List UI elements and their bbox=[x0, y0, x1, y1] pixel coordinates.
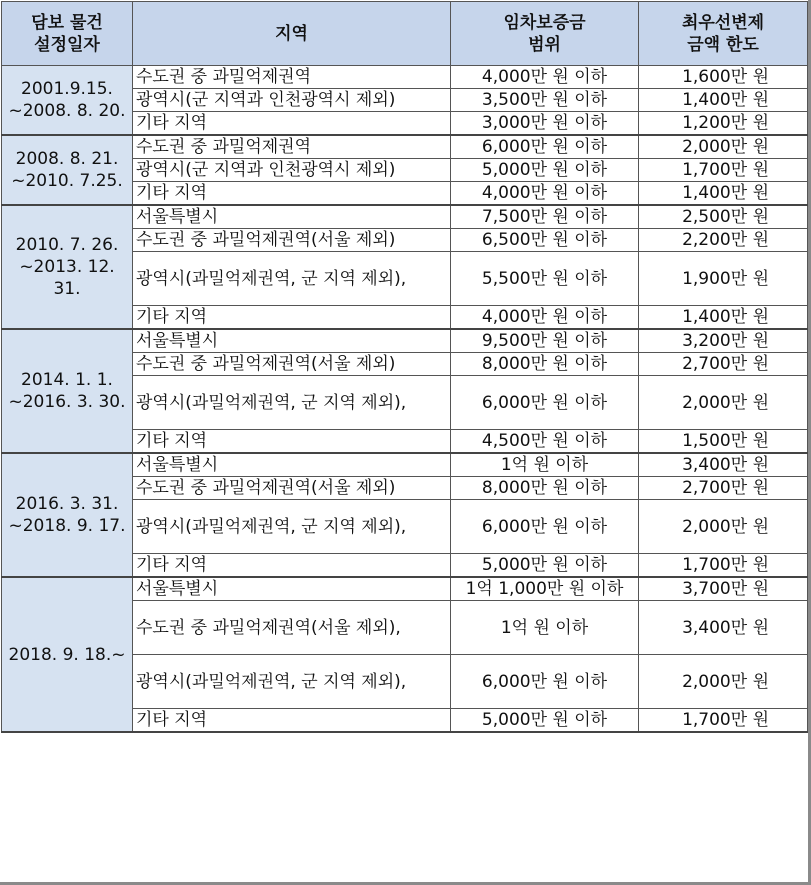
date-line: 2016. 3. 31. bbox=[15, 494, 119, 514]
limit-cell: 1,700만 원 bbox=[639, 709, 808, 733]
deposit-cell: 1억 원 이하 bbox=[451, 453, 639, 477]
limit-cell: 3,400만 원 bbox=[639, 601, 808, 655]
region-cell: 서울특별시 bbox=[133, 577, 451, 601]
region-cell: 서울특별시 bbox=[133, 329, 451, 353]
table-row bbox=[2, 453, 808, 477]
region-cell: 수도권 중 과밀억제권역 bbox=[133, 66, 451, 89]
deposit-cell: 7,500만 원 이하 bbox=[451, 205, 639, 229]
header-date-line1: 담보 물건 bbox=[31, 12, 103, 33]
region-cell: 광역시(과밀억제권역, 군 지역 제외), bbox=[133, 655, 451, 709]
deposit-cell: 5,000만 원 이하 bbox=[451, 159, 639, 182]
limit-cell: 1,700만 원 bbox=[639, 159, 808, 182]
deposit-cell: 9,500만 원 이하 bbox=[451, 329, 639, 353]
date-cell bbox=[2, 205, 133, 329]
header-row bbox=[2, 2, 808, 66]
date-line: 2018. 9. 18.~ bbox=[8, 644, 126, 665]
limit-cell: 3,700만 원 bbox=[639, 577, 808, 601]
table-row bbox=[2, 205, 808, 229]
header-limit bbox=[639, 2, 808, 66]
date-cell bbox=[2, 329, 133, 453]
limit-cell: 1,600만 원 bbox=[639, 66, 808, 89]
deposit-cell: 4,000만 원 이하 bbox=[451, 66, 639, 89]
deposit-cell: 4,000만 원 이하 bbox=[451, 306, 639, 330]
date-line: ~2016. 3. 30. bbox=[8, 392, 126, 412]
table-row bbox=[2, 66, 808, 89]
table-row bbox=[2, 329, 808, 353]
deposit-cell: 8,000만 원 이하 bbox=[451, 477, 639, 500]
deposit-cell: 5,500만 원 이하 bbox=[451, 252, 639, 306]
header-deposit-line2: 범위 bbox=[528, 34, 561, 55]
limit-cell: 1,900만 원 bbox=[639, 252, 808, 306]
date-line: 2014. 1. 1. bbox=[21, 370, 113, 390]
date-line: ~2013. 12. 31. bbox=[19, 257, 115, 299]
region-cell: 서울특별시 bbox=[133, 205, 451, 229]
region-cell: 기타 지역 bbox=[133, 430, 451, 454]
limit-cell: 2,000만 원 bbox=[639, 500, 808, 554]
deposit-cell: 5,000만 원 이하 bbox=[451, 709, 639, 733]
limit-cell: 2,000만 원 bbox=[639, 376, 808, 430]
header-deposit-line1: 임차보증금 bbox=[503, 12, 586, 33]
region-cell: 광역시(군 지역과 인천광역시 제외) bbox=[133, 89, 451, 112]
date-cell bbox=[2, 577, 133, 732]
region-cell: 수도권 중 과밀억제권역(서울 제외), bbox=[133, 601, 451, 655]
region-cell: 수도권 중 과밀억제권역(서울 제외) bbox=[133, 477, 451, 500]
date-line: 2001.9.15. bbox=[21, 79, 113, 99]
region-cell: 기타 지역 bbox=[133, 112, 451, 136]
region-cell: 수도권 중 과밀억제권역(서울 제외) bbox=[133, 229, 451, 252]
limit-cell: 1,500만 원 bbox=[639, 430, 808, 454]
deposit-cell: 3,500만 원 이하 bbox=[451, 89, 639, 112]
header-date-line2: 설정일자 bbox=[34, 34, 100, 55]
deposit-cell: 8,000만 원 이하 bbox=[451, 353, 639, 376]
deposit-cell: 3,000만 원 이하 bbox=[451, 112, 639, 136]
limit-cell: 1,700만 원 bbox=[639, 554, 808, 578]
date-line: ~2008. 8. 20. bbox=[8, 101, 126, 121]
table-row bbox=[2, 135, 808, 159]
region-cell: 기타 지역 bbox=[133, 554, 451, 578]
date-cell bbox=[2, 453, 133, 577]
region-cell: 수도권 중 과밀억제권역(서울 제외) bbox=[133, 353, 451, 376]
deposit-cell: 6,000만 원 이하 bbox=[451, 655, 639, 709]
region-cell: 서울특별시 bbox=[133, 453, 451, 477]
deposit-cell: 6,000만 원 이하 bbox=[451, 135, 639, 159]
deposit-cell: 6,000만 원 이하 bbox=[451, 376, 639, 430]
deposit-cell: 6,000만 원 이하 bbox=[451, 500, 639, 554]
region-cell: 광역시(과밀억제권역, 군 지역 제외), bbox=[133, 376, 451, 430]
date-line: 2008. 8. 21. bbox=[15, 149, 119, 169]
deposit-cell: 6,500만 원 이하 bbox=[451, 229, 639, 252]
limit-cell: 1,400만 원 bbox=[639, 182, 808, 206]
limit-cell: 2,000만 원 bbox=[639, 135, 808, 159]
deposit-cell: 4,000만 원 이하 bbox=[451, 182, 639, 206]
header-date bbox=[2, 2, 133, 66]
deposit-cell: 1억 원 이하 bbox=[451, 601, 639, 655]
header-region: 지역 bbox=[133, 2, 451, 66]
date-line: 2010. 7. 26. bbox=[15, 235, 119, 255]
limit-cell: 1,200만 원 bbox=[639, 112, 808, 136]
table-body bbox=[2, 66, 808, 733]
limit-cell: 2,000만 원 bbox=[639, 655, 808, 709]
region-cell: 광역시(군 지역과 인천광역시 제외) bbox=[133, 159, 451, 182]
limit-cell: 2,500만 원 bbox=[639, 205, 808, 229]
region-cell: 기타 지역 bbox=[133, 306, 451, 330]
header-deposit bbox=[451, 2, 639, 66]
limit-cell: 2,700만 원 bbox=[639, 353, 808, 376]
table-row bbox=[2, 577, 808, 601]
limit-cell: 3,200만 원 bbox=[639, 329, 808, 353]
limit-cell: 1,400만 원 bbox=[639, 89, 808, 112]
region-cell: 광역시(과밀억제권역, 군 지역 제외), bbox=[133, 500, 451, 554]
priority-repayment-table bbox=[1, 1, 808, 733]
date-line: ~2010. 7.25. bbox=[11, 171, 123, 191]
region-cell: 수도권 중 과밀억제권역 bbox=[133, 135, 451, 159]
deposit-cell: 4,500만 원 이하 bbox=[451, 430, 639, 454]
region-cell: 기타 지역 bbox=[133, 182, 451, 206]
deposit-cell: 1억 1,000만 원 이하 bbox=[451, 577, 639, 601]
date-line: ~2018. 9. 17. bbox=[8, 516, 126, 536]
header-limit-line1: 최우선변제 bbox=[681, 12, 765, 33]
header-limit-line2: 금액 한도 bbox=[687, 34, 759, 55]
deposit-cell: 5,000만 원 이하 bbox=[451, 554, 639, 578]
date-cell bbox=[2, 66, 133, 136]
limit-cell: 2,700만 원 bbox=[639, 477, 808, 500]
limit-cell: 2,200만 원 bbox=[639, 229, 808, 252]
region-cell: 광역시(과밀억제권역, 군 지역 제외), bbox=[133, 252, 451, 306]
limit-cell: 3,400만 원 bbox=[639, 453, 808, 477]
region-cell: 기타 지역 bbox=[133, 709, 451, 733]
date-cell bbox=[2, 135, 133, 205]
limit-cell: 1,400만 원 bbox=[639, 306, 808, 330]
